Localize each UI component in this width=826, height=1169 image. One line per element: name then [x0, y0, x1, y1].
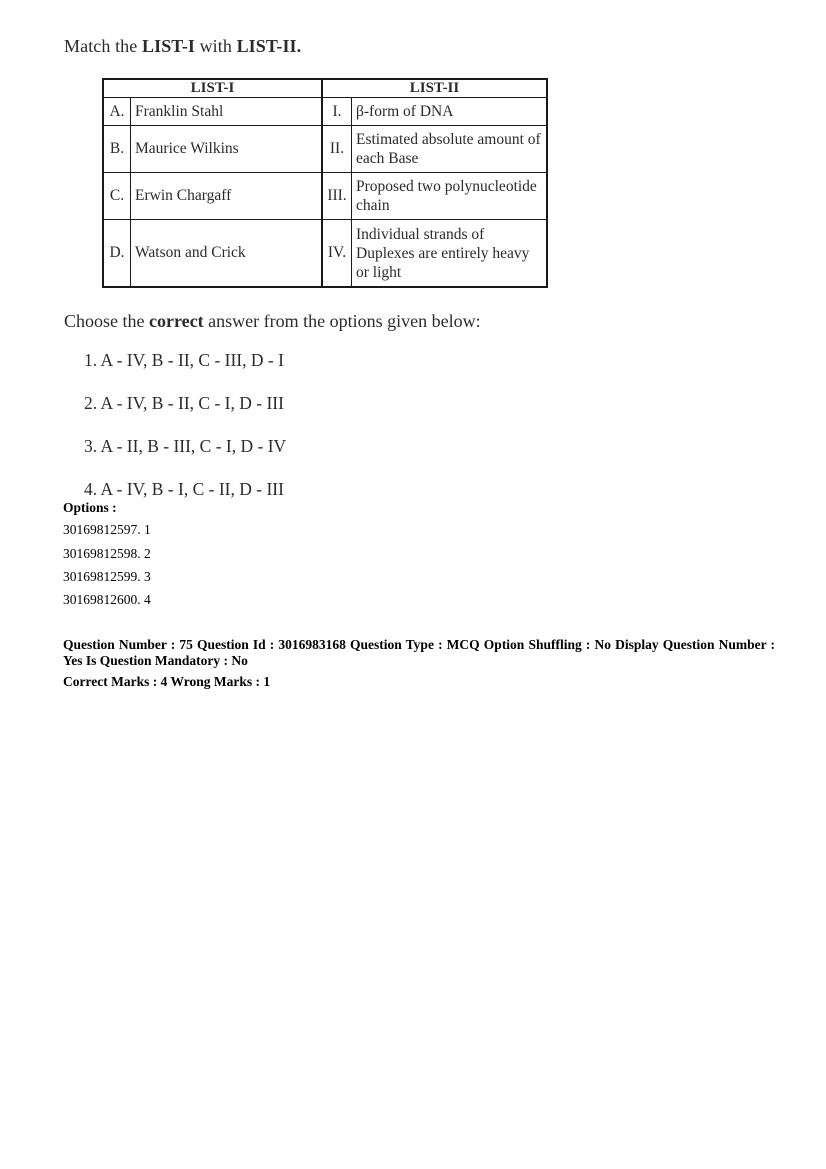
marks-info: Correct Marks : 4 Wrong Marks : 1: [63, 674, 271, 689]
row-description: Proposed two polynucleotide chain: [352, 173, 548, 220]
row-roman: II.: [323, 126, 352, 173]
row-letter: C.: [103, 173, 131, 220]
instruction-list1: LIST-I: [141, 36, 195, 56]
row-name: Maurice Wilkins: [131, 126, 322, 173]
table-row: [103, 173, 547, 220]
options-label: Options :: [63, 500, 117, 515]
instruction-list2: LIST-II.: [236, 36, 302, 56]
table-header-row: [103, 79, 547, 98]
option-id-3: 30169812599. 3: [63, 569, 151, 584]
row-description: β-form of DNA: [352, 98, 548, 126]
option-id-4: 30169812600. 4: [63, 592, 151, 607]
question-instruction: [64, 36, 301, 57]
answer-option-2: 2. A - IV, B - II, C - I, D - III: [84, 393, 284, 413]
instruction-text: Match the: [64, 36, 142, 56]
row-name: Franklin Stahl: [131, 98, 322, 126]
row-roman: I.: [323, 98, 352, 126]
choose-instruction: [64, 311, 481, 332]
choose-suffix: answer from the options given below:: [203, 311, 481, 331]
instruction-with: with: [194, 36, 237, 56]
table-row: [103, 220, 547, 288]
table-row: [103, 98, 547, 126]
answer-option-1: 1. A - IV, B - II, C - III, D - I: [84, 350, 284, 370]
row-name: Watson and Crick: [131, 220, 322, 288]
header-list-2: LIST-II: [323, 79, 548, 98]
row-description: Estimated absolute amount of each Base: [352, 126, 548, 173]
row-letter: A.: [103, 98, 131, 126]
question-info: Question Number : 75 Question Id : 3016983168 Question Type : MCQ Option Shuffling : No Display Question Number : Yes Is Question Mandatory : No: [63, 637, 775, 668]
choose-text: Choose the: [64, 311, 149, 331]
header-list-1: LIST-I: [103, 79, 322, 98]
row-description: Individual strands of Duplexes are entirely heavy or light: [352, 220, 548, 288]
answer-option-3: 3. A - II, B - III, C - I, D - IV: [84, 436, 287, 456]
choose-bold: correct: [149, 311, 204, 331]
table-row: [103, 126, 547, 173]
row-letter: D.: [103, 220, 131, 288]
row-roman: IV.: [323, 220, 352, 288]
row-roman: III.: [323, 173, 352, 220]
option-id-1: 30169812597. 1: [63, 522, 151, 537]
match-table: [102, 78, 548, 288]
answer-option-4: 4. A - IV, B - I, C - II, D - III: [84, 479, 284, 499]
row-name: Erwin Chargaff: [131, 173, 322, 220]
option-id-2: 30169812598. 2: [63, 546, 151, 561]
row-letter: B.: [103, 126, 131, 173]
